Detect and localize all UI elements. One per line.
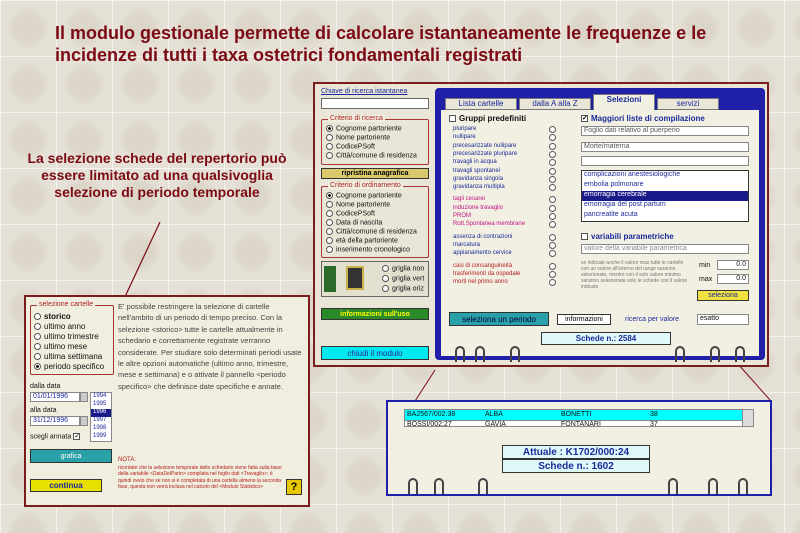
- group-label: gravidanza singola: [453, 175, 504, 182]
- period-option[interactable]: [34, 312, 71, 321]
- cell-name: ALBA: [485, 411, 503, 418]
- group-item[interactable]: [453, 151, 559, 159]
- period-label: ultimo trimestre: [44, 332, 99, 341]
- radio-icon: [549, 184, 556, 191]
- radio-icon: [34, 343, 41, 350]
- groups-title: Gruppi predefiniti: [459, 114, 527, 123]
- period-option[interactable]: [34, 322, 85, 331]
- list-select[interactable]: Foglio dati relativo al puerperio: [581, 126, 749, 136]
- period-option[interactable]: [34, 362, 104, 371]
- group-item[interactable]: [453, 168, 559, 176]
- order-option[interactable]: [326, 192, 402, 199]
- radio-icon: [382, 285, 389, 292]
- param-header[interactable]: [581, 232, 674, 241]
- radio-icon: [34, 353, 41, 360]
- group-label: Rott.Spontanea membrane: [453, 221, 526, 228]
- cell-age: 38: [650, 411, 658, 418]
- radio-icon: [326, 192, 333, 199]
- order-group: [321, 182, 429, 258]
- group-item[interactable]: [453, 213, 559, 221]
- from-label: dalla data: [30, 383, 61, 390]
- radio-icon: [549, 151, 556, 158]
- binder-ring: [710, 346, 720, 362]
- order-label: Data di nascita: [336, 219, 383, 227]
- group-item[interactable]: [453, 242, 559, 250]
- selections-page: [441, 110, 759, 356]
- search-value-select[interactable]: esatto: [697, 314, 749, 325]
- period-window: [24, 295, 310, 507]
- order-option[interactable]: [326, 237, 398, 244]
- binder-ring: [475, 346, 485, 362]
- to-label: alla data: [30, 407, 57, 414]
- order-option[interactable]: [326, 201, 390, 208]
- document-icon[interactable]: [346, 266, 364, 290]
- param-title: variabili parametriche: [591, 232, 674, 241]
- period-title: selezione cartelle: [39, 301, 94, 308]
- continue-button[interactable]: continua: [30, 479, 102, 492]
- period-option[interactable]: [34, 332, 99, 341]
- period-option[interactable]: [34, 342, 87, 351]
- detail-records-count: Schede n.: 1602: [502, 459, 650, 473]
- cell-surname: FONTANARI: [561, 421, 601, 427]
- tab-services[interactable]: servizi: [657, 98, 719, 110]
- year-item[interactable]: 1999: [93, 433, 107, 439]
- order-title: Criterio di ordinamento: [330, 182, 401, 189]
- checkbox-icon: [581, 233, 588, 240]
- year-item-selected[interactable]: 1996: [91, 409, 111, 417]
- group-label: trasferimenti da ospedale: [453, 270, 521, 277]
- note-title: NOTA:: [118, 457, 136, 463]
- main-window: [313, 82, 769, 367]
- grid-panel: [321, 261, 429, 297]
- period-label: storico: [44, 312, 71, 321]
- group-label: tagli cesarei: [453, 196, 486, 203]
- radio-icon: [549, 234, 556, 241]
- group-label: gravidanza multipla: [453, 184, 505, 191]
- list-option-selected[interactable]: emorragia cerebrale: [582, 191, 748, 201]
- group-label: casi di consanguineità: [453, 262, 513, 269]
- radio-icon: [549, 176, 556, 183]
- group-label: appianamento cervice: [453, 250, 512, 257]
- tab-list[interactable]: Lista cartelle: [445, 98, 517, 110]
- order-option[interactable]: [326, 228, 417, 235]
- lists-title: Maggiori liste di compilazione: [591, 114, 705, 123]
- radio-icon: [382, 275, 389, 282]
- search-value-label: ricerca per valore: [625, 316, 680, 323]
- reset-button[interactable]: ripristina anagrafica: [321, 168, 429, 179]
- criteria-option[interactable]: [326, 134, 390, 141]
- radio-icon: [326, 228, 333, 235]
- choose-year-label: scegli annata: [30, 433, 72, 441]
- period-button[interactable]: seleziona un periodo: [449, 312, 549, 326]
- binder-ring: [668, 478, 678, 494]
- to-date-input[interactable]: 31/12/1996: [30, 416, 80, 426]
- binder-ring: [735, 346, 745, 362]
- group-item[interactable]: [453, 263, 559, 271]
- period-label: periodo specifico: [44, 362, 105, 371]
- group-item[interactable]: [453, 126, 559, 134]
- order-label: Cognome partoriente: [336, 192, 402, 200]
- radio-icon: [326, 143, 333, 150]
- binder-ring: [510, 346, 520, 362]
- order-option[interactable]: [326, 210, 375, 217]
- order-label: Città/comune di residenza: [336, 228, 417, 236]
- binder-ring: [708, 478, 718, 494]
- cell-code: BOSSI/002:27: [407, 421, 452, 427]
- group-item[interactable]: [453, 176, 559, 184]
- group-label: travagli spontanei: [453, 167, 501, 174]
- grid-label: griglia vert: [392, 275, 425, 283]
- order-option[interactable]: [326, 219, 382, 226]
- list-select-3[interactable]: [581, 156, 749, 166]
- info-small-button[interactable]: informazioni: [557, 314, 611, 325]
- grid-option[interactable]: [382, 275, 424, 282]
- criteria-option[interactable]: [326, 152, 417, 159]
- grid-option[interactable]: [382, 285, 424, 292]
- side-caption: La selezione schede del repertorio può essere limitato ad una qualsivoglia selezione di periodo temporale: [27, 150, 287, 200]
- radio-icon: [549, 168, 556, 175]
- lists-header[interactable]: [581, 114, 705, 123]
- chart-button[interactable]: grafica: [30, 449, 112, 463]
- max-label: max: [699, 276, 713, 283]
- group-item[interactable]: [453, 143, 559, 151]
- group-label: assenza di contrazioni: [453, 233, 513, 240]
- checkbox-icon: ✓: [582, 115, 588, 123]
- from-date-input[interactable]: 01/01/1996: [30, 392, 80, 402]
- group-label: travagli in acqua: [453, 159, 497, 166]
- groups-header[interactable]: [449, 114, 526, 123]
- radio-icon: [549, 134, 556, 141]
- radio-icon: [34, 313, 41, 320]
- criteria-title: Criterio di ricerca: [330, 115, 383, 122]
- criteria-group: [321, 115, 429, 165]
- order-label: Nome partoriente: [336, 201, 391, 209]
- param-note: se indicate anche il valore max tutte le cartelle con un valore all'interno del range saranno selezionate, mentre con il solo valore minimo saranno selezionate solo le schede con il valore indicato: [581, 260, 688, 290]
- year-item[interactable]: 1995: [93, 401, 107, 407]
- cell-code: BA2567/002:38: [407, 411, 456, 418]
- tab-selections[interactable]: Selezioni: [593, 94, 655, 110]
- group-item[interactable]: [453, 250, 559, 258]
- group-item[interactable]: [453, 221, 559, 229]
- radio-icon: [326, 201, 333, 208]
- period-label: ultima settimana: [44, 352, 103, 361]
- group-label: pluripare: [453, 126, 477, 132]
- records-count: Schede n.: 2584: [541, 332, 671, 345]
- year-item[interactable]: 1997: [93, 417, 107, 423]
- period-group: [30, 301, 114, 375]
- radio-icon: [549, 250, 556, 257]
- radio-icon: [549, 242, 556, 249]
- choose-year[interactable]: [30, 433, 83, 440]
- binder-ring: [738, 478, 748, 494]
- list-select-2[interactable]: Morte/materna: [581, 142, 749, 152]
- criteria-option[interactable]: [326, 125, 402, 132]
- group-label: PROM: [453, 213, 471, 219]
- radio-icon: [549, 143, 556, 150]
- note-text: ricordate che la selezione temporale dello schedario viene fatta sulla base della variabile <DataDelParto> compilata nel foglio dati <Travaglio>; è quindi ovvio che se non si è completata di una cartella almeno la seconda fase, questa non verrà inclusa nel calcolo del <Modulo Statistico>: [118, 465, 282, 490]
- chart-icon: [324, 266, 336, 292]
- detail-window: [386, 400, 772, 496]
- binder-ring: [434, 478, 444, 494]
- period-description: E' possibile restringere la selezione di cartelle nell'ambito di un periodo di tempo preciso. Con la selezione <storico> tutte le cartelle attualmente in schedario e correttamente registrate verranno considerate. Per studiare solo determinati periodi usate le altre opzioni automatiche (ultimo anno, trimestre, mese e settimana) e o attivate il pannello <periodo specifico> che definisce date specifiche e annate.: [118, 302, 302, 391]
- radio-icon: [549, 126, 556, 133]
- binder-ring: [478, 478, 488, 494]
- group-item[interactable]: [453, 279, 559, 287]
- cell-name: GAVIA: [485, 421, 506, 427]
- chevron-down-icon[interactable]: [80, 392, 88, 402]
- radio-icon: [549, 271, 556, 278]
- list-option[interactable]: complicazioni anestesiologiche: [584, 171, 681, 178]
- list-option[interactable]: emorragia del post partum: [584, 201, 666, 208]
- slide-title: Il modulo gestionale permette di calcolare istantaneamente le frequenze e le incidenze di tutti i taxa ostetrici fondamentali registrati: [55, 23, 707, 65]
- group-label: nullipare: [453, 134, 476, 141]
- radio-icon: [326, 134, 333, 141]
- group-label: precesarizzate pluripare: [453, 150, 518, 157]
- criteria-label: CodicePSoft: [336, 143, 375, 151]
- tab-a-z[interactable]: dalla A alla Z: [519, 98, 591, 110]
- group-label: morti nel primo anno: [453, 279, 508, 286]
- group-item[interactable]: [453, 205, 559, 213]
- radio-icon: [326, 246, 333, 253]
- radio-icon: [326, 219, 333, 226]
- grid-option[interactable]: [382, 265, 424, 272]
- group-item[interactable]: [453, 271, 559, 279]
- binder-ring: [675, 346, 685, 362]
- radio-icon: [549, 205, 556, 212]
- search-label: Chiave di ricerca istantanea: [321, 88, 408, 95]
- group-item[interactable]: [453, 196, 559, 204]
- criteria-label: Nome partoriente: [336, 134, 391, 142]
- binder-ring: [408, 478, 418, 494]
- order-label: età della partoriente: [336, 237, 398, 245]
- radio-icon: [326, 237, 333, 244]
- radio-icon: [34, 323, 41, 330]
- binder-ring: [455, 346, 465, 362]
- radio-icon: [549, 213, 556, 220]
- radio-icon: [549, 279, 556, 286]
- cell-surname: BONETTI: [561, 411, 592, 418]
- min-input[interactable]: 0.0: [717, 260, 749, 270]
- radio-icon: [34, 363, 41, 370]
- year-list: [90, 392, 112, 442]
- grid-label: griglia oriz: [392, 285, 424, 293]
- select-button[interactable]: seleziona: [697, 290, 749, 301]
- radio-icon: [549, 159, 556, 166]
- info-button[interactable]: informazioni sull'uso: [321, 308, 429, 320]
- radio-icon: [549, 221, 556, 228]
- close-button[interactable]: chiudi il modulo: [321, 346, 429, 360]
- radio-icon: [549, 196, 556, 203]
- list-option[interactable]: pancreatite acuta: [584, 211, 638, 218]
- group-label: marcatura: [453, 241, 481, 248]
- current-record: Attuale : K1702/000:24: [502, 445, 650, 459]
- radio-icon: [34, 333, 41, 340]
- cell-age: 37: [650, 421, 658, 427]
- max-input[interactable]: 0.0: [717, 274, 749, 284]
- criteria-label: Cognome partoriente: [336, 125, 402, 133]
- radio-icon: [549, 263, 556, 270]
- radio-icon: [326, 152, 333, 159]
- criteria-option[interactable]: [326, 143, 375, 150]
- table-row[interactable]: [404, 421, 754, 427]
- checkbox-icon: [449, 115, 456, 122]
- period-option[interactable]: [34, 352, 102, 361]
- param-select[interactable]: valore della variabile parametrica: [581, 244, 749, 254]
- period-label: ultimo mese: [44, 342, 88, 351]
- group-item[interactable]: [453, 184, 559, 192]
- scrollbar[interactable]: [742, 409, 754, 427]
- help-button[interactable]: ?: [286, 479, 302, 495]
- min-label: min: [699, 262, 711, 269]
- order-label: CodicePSoft: [336, 210, 375, 218]
- radio-icon: [326, 125, 333, 132]
- grid-label: griglia non: [392, 265, 425, 273]
- group-item[interactable]: [453, 159, 559, 167]
- period-label: ultimo anno: [44, 322, 86, 331]
- order-label: inserimento cronologico: [336, 246, 410, 254]
- group-label: induzione travaglio: [453, 204, 504, 211]
- list-options: [581, 170, 749, 222]
- table-row-selected[interactable]: [404, 409, 754, 421]
- group-item[interactable]: [453, 234, 559, 242]
- radio-icon: [382, 265, 389, 272]
- search-input[interactable]: [321, 98, 429, 109]
- year-item[interactable]: 1994: [93, 393, 107, 399]
- group-item[interactable]: [453, 134, 559, 142]
- list-option[interactable]: embolia polmonare: [584, 181, 644, 188]
- criteria-label: Città/comune di residenza: [336, 152, 417, 160]
- year-item[interactable]: 1998: [93, 425, 107, 431]
- group-label: precesarizzate nullipare: [453, 142, 517, 149]
- checkbox-icon: ✓: [74, 433, 81, 440]
- radio-icon: [326, 210, 333, 217]
- chevron-down-icon[interactable]: [80, 416, 88, 426]
- order-option[interactable]: [326, 246, 410, 253]
